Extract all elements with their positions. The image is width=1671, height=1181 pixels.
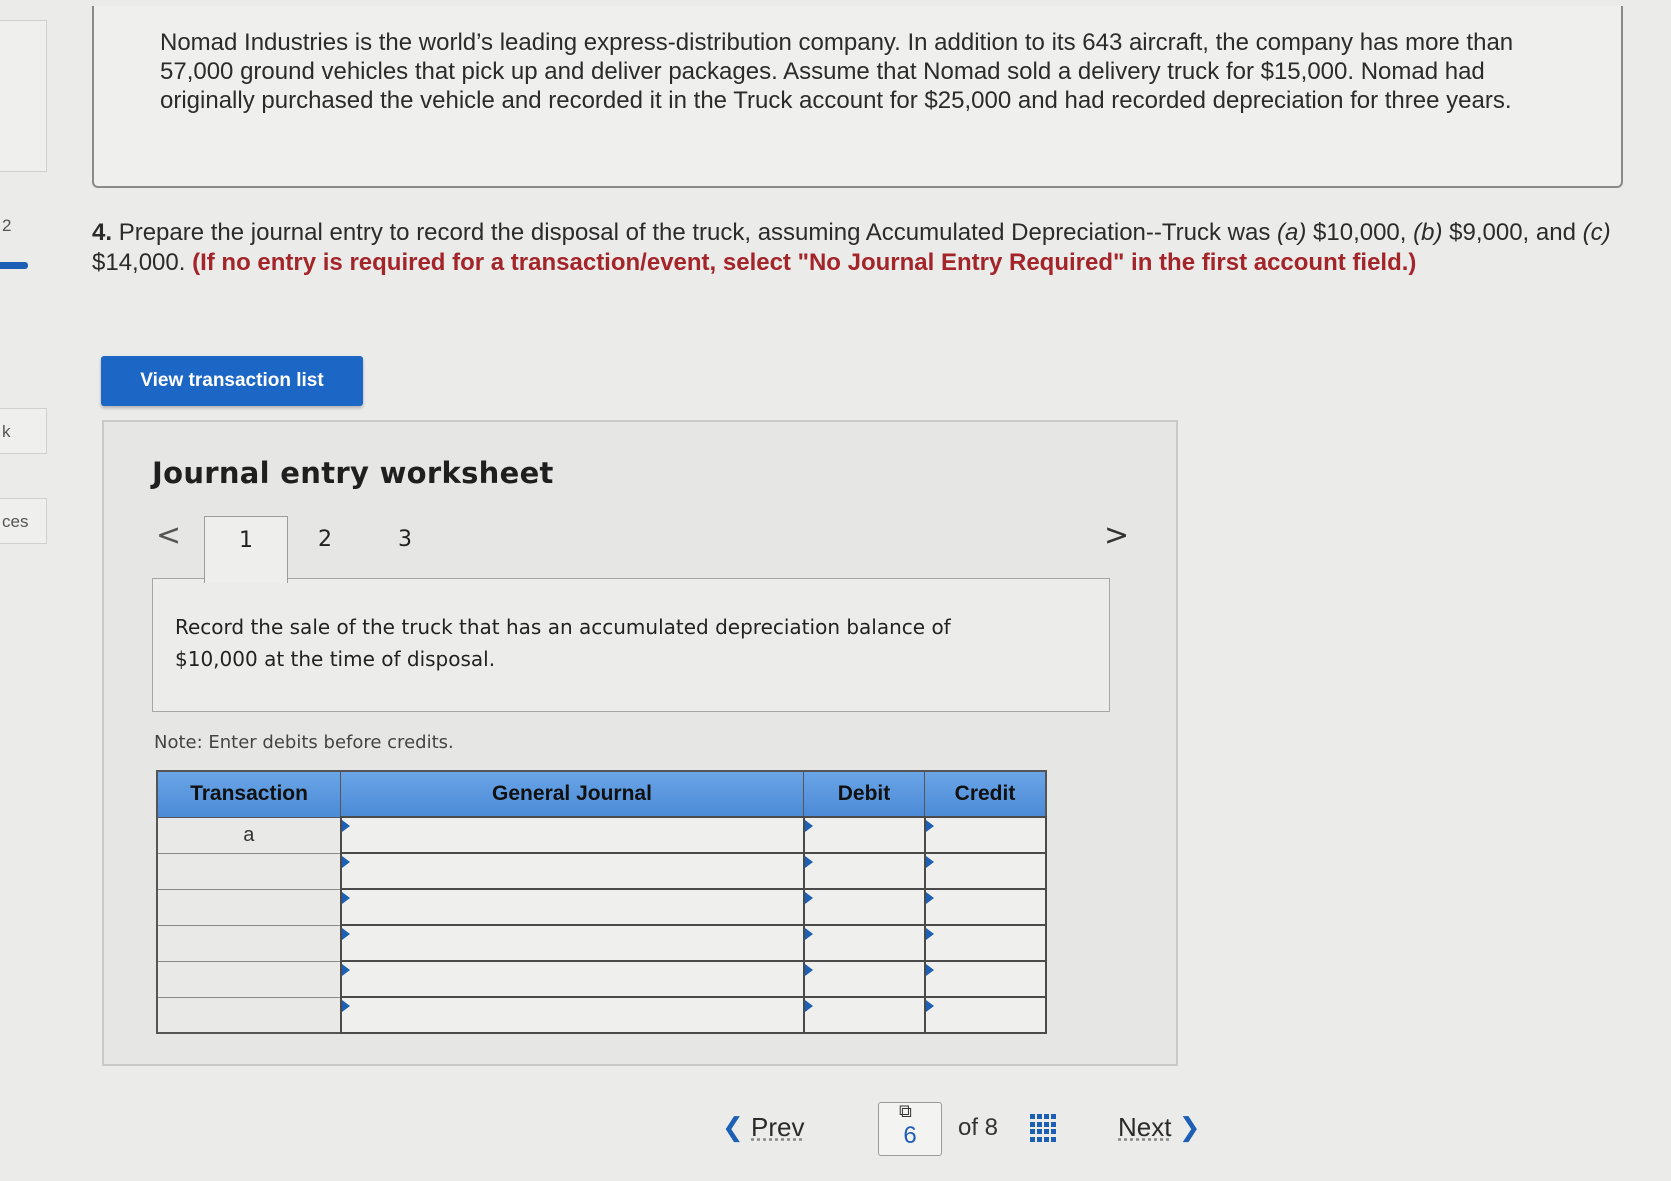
chevron-right-icon: ❯ <box>1178 1113 1201 1143</box>
worksheet-title: Journal entry worksheet <box>152 456 554 490</box>
tab-3[interactable]: 3 <box>398 527 412 552</box>
account-cell[interactable] <box>341 961 804 997</box>
transaction-description: Record the sale of the truck that has an accumulated depreciation balance of $10,000 at the time of disposal. <box>175 615 951 671</box>
dropdown-marker-icon <box>342 856 350 868</box>
debit-cell[interactable] <box>804 889 925 925</box>
transaction-cell <box>157 889 341 925</box>
credit-input[interactable] <box>926 926 1046 960</box>
credit-cell[interactable] <box>925 997 1047 1033</box>
input-marker-icon <box>926 820 934 832</box>
part-c-label: (c) <box>1582 219 1611 246</box>
account-input[interactable] <box>342 818 803 852</box>
credit-input[interactable] <box>926 962 1046 996</box>
debit-input[interactable] <box>805 926 924 960</box>
question-instruction: (If no entry is required for a transaction/event, select "No Journal Entry Required" in the first account field.) <box>192 249 1417 276</box>
input-marker-icon <box>805 964 813 976</box>
input-marker-icon <box>805 928 813 940</box>
dropdown-marker-icon <box>342 928 350 940</box>
header-debit: Debit <box>804 771 925 817</box>
input-marker-icon <box>805 892 813 904</box>
credit-input[interactable] <box>926 890 1046 924</box>
transaction-cell <box>157 997 341 1033</box>
account-cell[interactable] <box>341 997 804 1033</box>
input-marker-icon <box>926 928 934 940</box>
part-b-label: (b) <box>1413 219 1443 246</box>
account-cell[interactable] <box>341 889 804 925</box>
input-marker-icon <box>926 964 934 976</box>
note-text: Note: Enter debits before credits. <box>154 732 454 753</box>
credit-cell[interactable] <box>925 925 1047 961</box>
tab-2[interactable]: 2 <box>318 527 332 552</box>
dropdown-marker-icon <box>342 964 350 976</box>
debit-cell[interactable] <box>804 853 925 889</box>
credit-input[interactable] <box>926 854 1046 888</box>
grid-icon[interactable] <box>1030 1114 1058 1142</box>
tab-1[interactable]: 1 <box>204 516 288 583</box>
table-row <box>157 817 1046 853</box>
sidebar-panel <box>0 20 47 172</box>
table-row <box>157 997 1046 1033</box>
transaction-cell <box>157 961 341 997</box>
input-marker-icon <box>926 1000 934 1012</box>
account-input[interactable] <box>342 890 803 924</box>
dropdown-marker-icon <box>342 1000 350 1012</box>
journal-entry-worksheet <box>102 420 1178 1066</box>
table-row <box>157 925 1046 961</box>
debit-input[interactable] <box>805 998 924 1032</box>
account-cell[interactable] <box>341 817 804 853</box>
table-row <box>157 961 1046 997</box>
part-b-value: $9,000, and <box>1442 219 1583 246</box>
debit-cell[interactable] <box>804 961 925 997</box>
dropdown-marker-icon <box>342 820 350 832</box>
part-c-value: $14,000. <box>92 249 193 276</box>
debit-cell[interactable] <box>804 925 925 961</box>
pagination <box>700 1090 1220 1170</box>
sidebar-progress-bar <box>0 262 28 269</box>
table-row <box>157 889 1046 925</box>
account-input[interactable] <box>342 998 803 1032</box>
debit-input[interactable] <box>805 854 924 888</box>
sidebar-number: 2 <box>2 216 12 235</box>
input-marker-icon <box>926 856 934 868</box>
chevron-right-icon[interactable]: > <box>1104 518 1130 553</box>
account-input[interactable] <box>342 926 803 960</box>
credit-input[interactable] <box>926 818 1046 852</box>
question-text <box>92 218 1642 278</box>
prev-button[interactable] <box>722 1112 805 1143</box>
intro-text: Nomad Industries is the world’s leading express-distribution company. In addition to its 643 aircraft, the company has more than 57,000 ground vehicles that pick up and deliver packages. Assume that Nomad sold a delivery truck for $15,000. Nomad had originally purchased the vehicle and recorded it in the Truck account for $25,000 and had recorded depreciation for three years. <box>160 29 1514 114</box>
account-input[interactable] <box>342 854 803 888</box>
header-general-journal: General Journal <box>341 771 804 817</box>
credit-cell[interactable] <box>925 853 1047 889</box>
input-marker-icon <box>805 856 813 868</box>
link-icon: ⧉ <box>899 1101 912 1121</box>
header-transaction: Transaction <box>157 771 341 817</box>
tab-panel <box>152 578 1110 712</box>
account-cell[interactable] <box>341 853 804 889</box>
page-number-box[interactable] <box>878 1102 942 1156</box>
account-input[interactable] <box>342 962 803 996</box>
prev-label: Prev <box>751 1112 805 1142</box>
debit-cell[interactable] <box>804 817 925 853</box>
debit-input[interactable] <box>805 818 924 852</box>
chevron-left-icon[interactable]: < <box>156 518 182 553</box>
credit-cell[interactable] <box>925 817 1047 853</box>
credit-cell[interactable] <box>925 961 1047 997</box>
current-page: 6 <box>903 1122 917 1149</box>
left-sidebar <box>0 0 58 1181</box>
account-cell[interactable] <box>341 925 804 961</box>
sidebar-item-k[interactable]: k <box>2 422 11 441</box>
journal-table <box>156 770 1047 1034</box>
part-a-label: (a) <box>1277 219 1307 246</box>
credit-cell[interactable] <box>925 889 1047 925</box>
header-credit: Credit <box>925 771 1047 817</box>
dropdown-marker-icon <box>342 892 350 904</box>
credit-input[interactable] <box>926 998 1046 1032</box>
debit-input[interactable] <box>805 962 924 996</box>
input-marker-icon <box>805 1000 813 1012</box>
input-marker-icon <box>926 892 934 904</box>
question-number: 4. <box>92 219 113 246</box>
chevron-left-icon: ❮ <box>722 1113 744 1143</box>
transaction-cell <box>157 853 341 889</box>
page-total: of 8 <box>958 1114 999 1141</box>
next-button[interactable] <box>1118 1112 1201 1143</box>
part-a-value: $10,000, <box>1306 219 1414 246</box>
next-label: Next <box>1118 1112 1172 1142</box>
question-body: Prepare the journal entry to record the disposal of the truck, assuming Accumulated Depreciation--Truck was <box>118 219 1278 246</box>
debit-input[interactable] <box>805 890 924 924</box>
view-transaction-list-button[interactable]: View transaction list <box>101 356 363 406</box>
transaction-cell <box>157 925 341 961</box>
table-row <box>157 853 1046 889</box>
transaction-cell: a <box>157 817 341 853</box>
sidebar-item-ces[interactable]: ces <box>2 512 29 531</box>
input-marker-icon <box>805 820 813 832</box>
debit-cell[interactable] <box>804 997 925 1033</box>
